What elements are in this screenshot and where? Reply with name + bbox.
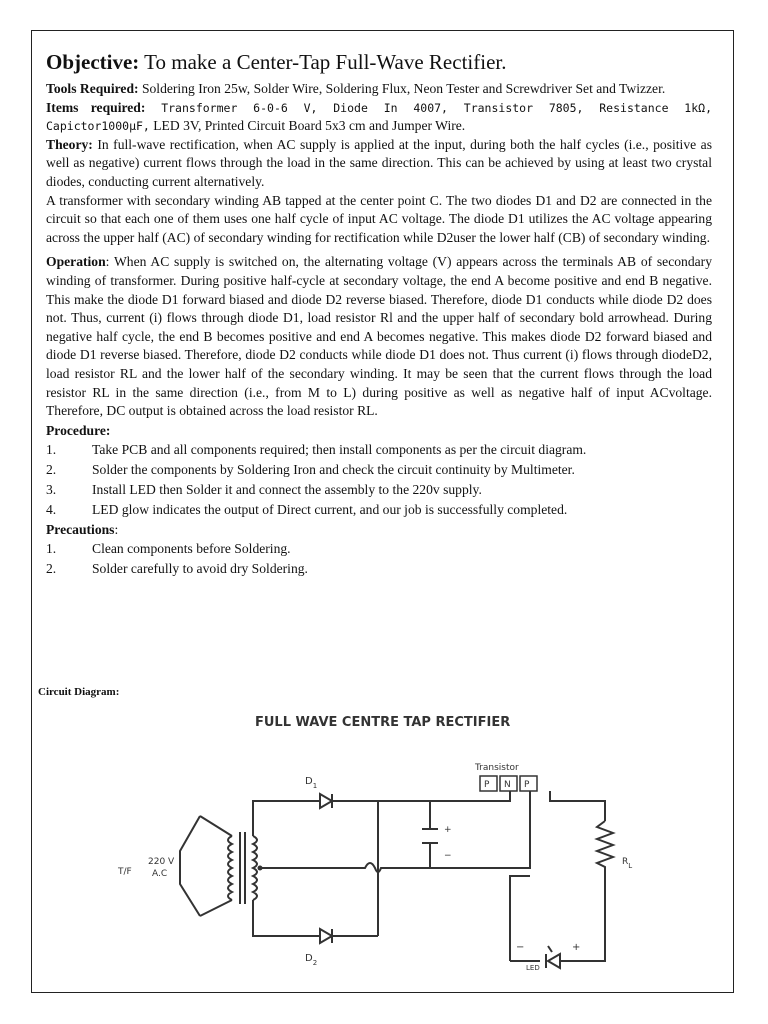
secondary-coil (253, 836, 257, 900)
operation-text: : When AC supply is switched on, the alternating voltage (V) appears across the terminals AB of secondary winding of transformer. During positive half-cycle at secondary voltage, the end A become positive and end B negative. This make the diode D1 forward biased and diode D2 reverse biased. Therefore, diode D1 conducts while diode D2 does not. Thus, current (i) flows through diode D1, load resistor Rl and the upper half of secondary bold arrowhead. During negative half cycle, the end B becomes positive and end A becomes negative. This makes diode D2 forward biased and diode D1 reverse biased. Therefore, diode D2 conducts while diode D1 does not. Thus current (i) flows through diodeD2, load resistor RL and the lower half of the secondary winding. It may be seen that the current flows through the load resistor RL in the same direction (i.e., from M to L) during positive as well as negative half of input ACvoltage. Therefore, DC output is obtained across the load resistor RL. (46, 254, 712, 419)
cap-plus: + (444, 825, 452, 835)
precautions-heading: Precautions: (46, 521, 119, 537)
objective-label: Objective: (46, 50, 140, 74)
svg-text:N: N (504, 780, 511, 790)
svg-text:P: P (524, 780, 530, 790)
tools-text: Soldering Iron 25w, Solder Wire, Soldering Flux, Neon Tester and Screwdriver Set and Twizzer. (138, 81, 666, 96)
label-220v: 220 V (148, 857, 175, 867)
items-paragraph (46, 99, 712, 136)
wire-b (253, 900, 300, 936)
led-plus: + (572, 942, 581, 953)
label-ac: A.C (152, 869, 168, 879)
objective-line (46, 50, 712, 74)
operation-paragraph (46, 253, 712, 420)
items-label: Items required: (46, 99, 146, 115)
list-item: 3. Install LED then Solder it and connect the assembly to the 220v supply. (46, 481, 482, 497)
diode-d1 (320, 794, 332, 808)
svg-text:P: P (484, 780, 490, 790)
center-tap-wire (260, 791, 530, 872)
operation-label: Operation (46, 254, 106, 270)
theory-text: In full-wave rectification, when AC supply is applied at the input, during both the half cycles (i.e., positive as well as negative) current flows through the load in the same direction. This can be achieved by using at least two crystal diodes, conducting current alternatively. (46, 136, 712, 189)
load-resistor (597, 821, 613, 938)
circuit-caption: Circuit Diagram: (38, 686, 120, 698)
circuit-title: FULL WAVE CENTRE TAP RECTIFIER (255, 715, 511, 730)
list-item: 2. Solder carefully to avoid dry Soldering. (46, 560, 308, 576)
items-text-rest: LED 3V, Printed Circuit Board 5x3 cm and Jumper Wire. (149, 118, 466, 134)
label-d2: $D_2$ (305, 953, 318, 967)
label-d1: $D_1$ (305, 776, 318, 790)
precautions-list (46, 539, 712, 579)
label-rl: $R_L$ (622, 857, 633, 870)
items-text-mono: Transformer 6-0-6 V, Diode In 4007, Transistor 7805, Resistance 1kΩ, Capictor1000µF, (46, 100, 712, 134)
list-item: 2. Solder the components by Soldering Iron and check the circuit continuity by Multimeter. (46, 461, 575, 477)
diode-d2 (320, 929, 332, 943)
label-transistor: Transistor (475, 763, 519, 773)
theory-paragraph (46, 136, 712, 192)
primary-coil (228, 836, 232, 900)
center-tap-node (258, 866, 263, 871)
ac-input-wire-top (180, 816, 200, 868)
led-diode (548, 954, 560, 968)
tools-paragraph (46, 80, 712, 99)
theory-paragraph-2: A transformer with secondary winding AB tapped at the center point C. The two diodes D1 and D2 are connected in the circuit so that each one of them uses one half cycle of input AC voltage. The diode D1 utilizes the AC voltage appearing across the upper half (AC) of secondary winding for rectification while D2user the lower half (CB) of secondary winding. (46, 192, 712, 245)
procedure-list (46, 440, 712, 520)
led-minus: − (516, 942, 525, 953)
list-item: 1. Take PCB and all components required; then install components as per the circuit diagram. (46, 441, 587, 457)
label-tf: T/F (118, 867, 132, 877)
ac-input-wire-bottom (180, 868, 200, 916)
objective-text: To make a Center-Tap Full-Wave Rectifier. (139, 50, 507, 74)
wire-a (253, 801, 300, 836)
procedure-heading: Procedure: (46, 422, 111, 438)
list-item: 1. Clean components before Soldering. (46, 540, 291, 556)
list-item: 4. LED glow indicates the output of Direct current, and our job is successfully completed. (46, 501, 568, 517)
document-body (46, 50, 712, 579)
label-led: LED (526, 964, 540, 972)
cap-minus: − (444, 851, 452, 861)
theory-label: Theory: (46, 136, 93, 152)
tools-label: Tools Required: (46, 81, 139, 96)
circuit-diagram (100, 706, 680, 976)
